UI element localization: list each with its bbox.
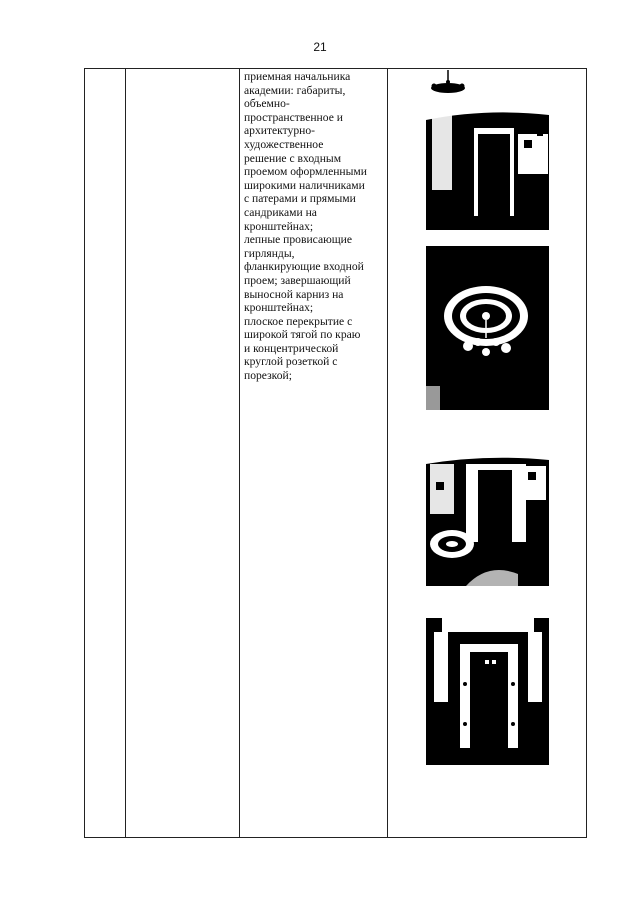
description-line: объемно- [244, 97, 290, 111]
description-line: проемом оформленными [244, 165, 367, 179]
photo-entrance-chandelier [426, 70, 549, 230]
description-line: сандриками на [244, 205, 317, 219]
description-line: пространственное и [244, 110, 343, 124]
photo-entrance-chandelier-image [426, 70, 549, 230]
column-divider-2 [239, 68, 240, 838]
description-line: плоское перекрытие с [244, 314, 353, 328]
description-line: с патерами и прямыми [244, 192, 356, 206]
table-left-border [84, 68, 85, 838]
description-line: круглой розеткой с [244, 355, 338, 369]
table-top-border [84, 68, 587, 69]
photo-entrance-portal-image [426, 602, 549, 765]
photo-reception-interior [426, 424, 549, 586]
table-bottom-border [84, 837, 587, 838]
description-line: лепные провисающие [244, 233, 353, 247]
photo-reception-interior-image [426, 424, 549, 586]
object-description [244, 70, 385, 383]
description-line: выносной карниз на [244, 287, 344, 301]
description-line: академии: габариты, [244, 83, 346, 97]
description-line: гирлянды, [244, 246, 295, 260]
description-line: и концентрической [244, 341, 339, 355]
description-line: кронштейнах; [244, 301, 314, 315]
page-number: 21 [313, 40, 327, 54]
description-line: художественное [244, 137, 324, 151]
description-line: широкой тягой по краю [244, 328, 361, 342]
description-line: архитектурно- [244, 124, 316, 138]
description-line: фланкирующие входной [244, 260, 364, 274]
description-line: приемная начальника [244, 70, 351, 83]
description-line: проем; завершающий [244, 273, 351, 287]
description-line: решение с входным [244, 151, 342, 165]
column-divider-3 [387, 68, 388, 838]
document-table [84, 68, 587, 838]
photo-entrance-portal [426, 602, 549, 765]
column-divider-1 [125, 68, 126, 838]
photo-ceiling-rosette-image [426, 246, 549, 410]
photo-ceiling-rosette [426, 246, 549, 410]
table-right-border [586, 68, 587, 838]
description-line: порезкой; [244, 369, 292, 383]
description-line: кронштейнах; [244, 219, 314, 233]
description-line: широкими наличниками [244, 178, 365, 192]
